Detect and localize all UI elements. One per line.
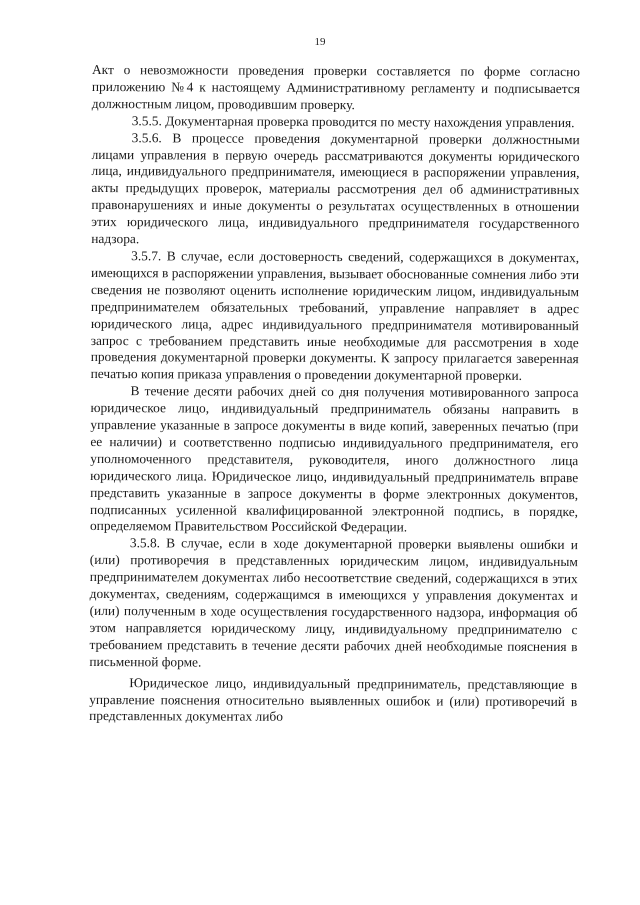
- paragraph-3-5-8: 3.5.8. В случае, если в ходе документарной проверки выявлены ошибки и (или) противоречия в представленных юридическим лицом, индивидуальным предпринимателем документах либо несоответствие сведений, содержащихся в этих документах, сведениям, содержащимся в имеющихся у управления документах и (или) полученным в ходе осуществления государственного надзора, информация об этом направляется юридическому лицу, индивидуальному предпринимателю с требованием представить в течение десяти рабочих дней необходимые пояснения в письменной форме.: [89, 535, 578, 670]
- paragraph-ten-working-days: В течение десяти рабочих дней со дня получения мотивированного запроса юридическое лицо, индивидуальный предприниматель обязаны направить в управление указанные в запросе документы в виде копий, заверенных печатью (при ее наличии) и соответственно подписью индивидуального предпринимателя, его уполномоченного представителя, руководителя, иного должностного лица юридического лица. Юридическое лицо, индивидуальный предприниматель вправе представить указанные в запросе документы в форме электронных документов, подписанных усиленной квалифицированной электронной подпись, в порядке, определяемом Правительством Российской Федерации.: [89, 383, 579, 535]
- paragraph-legal-entity-explanations: Юридическое лицо, индивидуальный предприниматель, представляющие в управление пояснения относительно выявленных ошибок и (или) противоречий в представленных документах либо: [89, 674, 578, 725]
- paragraph-3-5-5: 3.5.5. Документарная проверка проводится по месту нахождения управления.: [131, 112, 575, 130]
- paragraph-3-5-6: 3.5.6. В процессе проведения документарной проверки должностными лицами управления в первую очередь рассматриваются документы юридического лица, индивидуального предпринимателя, имеющиеся в распоряжении управления, акты предыдущих проверок, материалы рассмотрения дел об административных правонарушениях и иные документы о результатах осуществленных в отношении этих юридического лица, индивидуального предпринимателя государственного надзора.: [91, 129, 580, 247]
- document-body: [89, 62, 580, 727]
- paragraph-3-5-7: 3.5.7. В случае, если достоверность сведений, содержащихся в документах, имеющихся в распоряжении управления, вызывает обоснованные сомнения либо эти сведения не позволяют оценить исполнение юридическим лицом, индивидуальным предпринимателем обязательных требований, управление направляет в адрес юридического лица, адрес индивидуального предпринимателя мотивированный запрос с требованием представить иные необходимые для рассмотрения в ходе проведения документарной проверки документы. К запросу прилагается заверенная печатью копия приказа управления о проведении документарной проверки.: [90, 248, 580, 384]
- paragraph-act-impossibility: Акт о невозможности проведения проверки составляется по форме согласно приложению №4 к настоящему Административному регламенту и подписывается должностным лицом, проводившим проверку.: [91, 62, 580, 112]
- page-number: 19: [314, 36, 326, 48]
